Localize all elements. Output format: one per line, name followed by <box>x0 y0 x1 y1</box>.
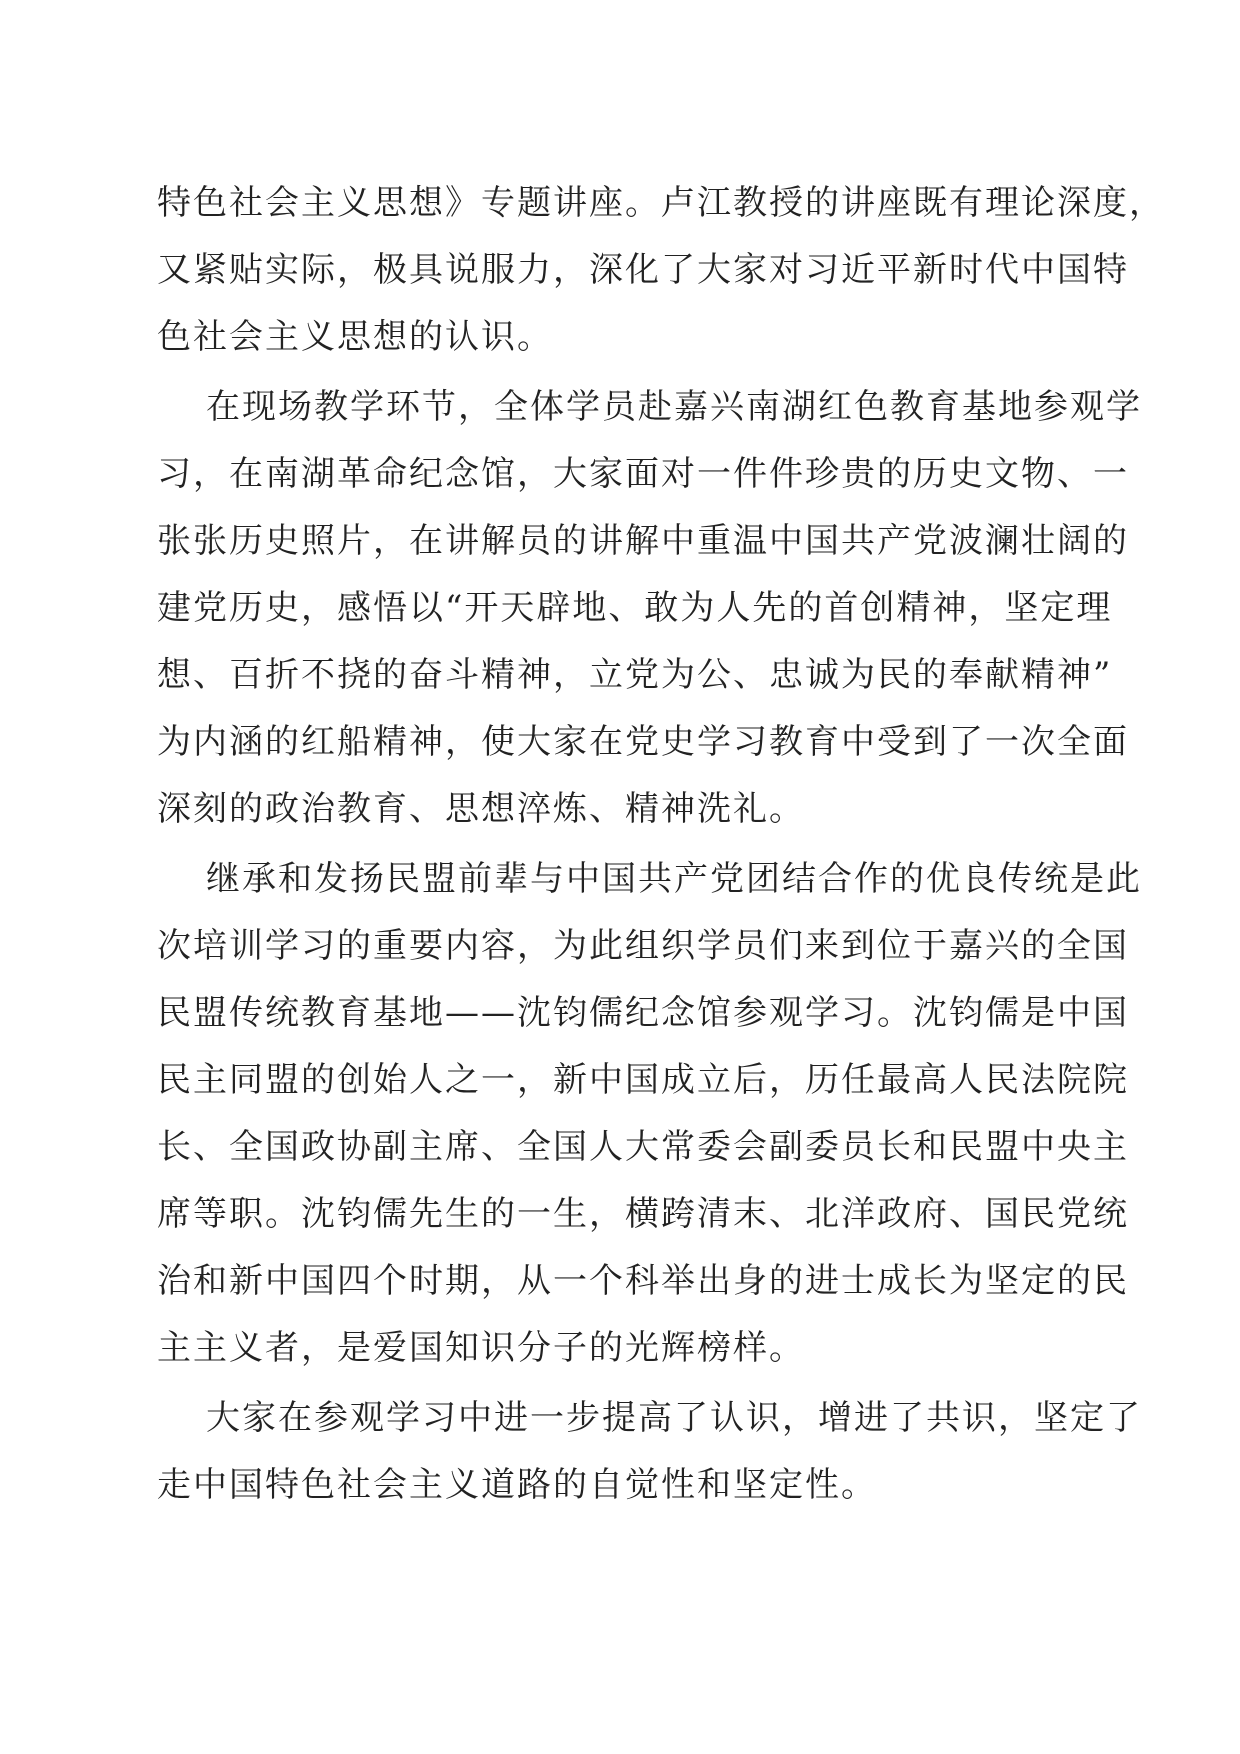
text-line: 色社会主义思想的认识。 <box>157 317 553 357</box>
text-line: 走中国特色社会主义道路的自觉性和坚定性。 <box>157 1465 877 1505</box>
text-line: 主主义者，是爱国知识分子的光辉榜样。 <box>157 1328 805 1368</box>
text-line: 大家在参观学习中进一步提高了认识，增进了共识，坚定了 <box>206 1398 1142 1438</box>
text-line: 继承和发扬民盟前辈与中国共产党团结合作的优良传统是此 <box>206 859 1142 899</box>
paragraph <box>157 170 1165 371</box>
text-line: 为内涵的红船精神，使大家在党史学习教育中受到了一次全面 <box>157 722 1129 762</box>
document-body <box>157 170 1165 1519</box>
text-line: 张张历史照片，在讲解员的讲解中重温中国共产党波澜壮阔的 <box>157 521 1129 561</box>
text-line: 长、全国政协副主席、全国人大常委会副委员长和民盟中央主 <box>157 1127 1129 1167</box>
paragraph <box>157 1385 1142 1519</box>
text-line: 在现场教学环节，全体学员赴嘉兴南湖红色教育基地参观学 <box>206 387 1142 427</box>
text-line: 深刻的政治教育、思想淬炼、精神洗礼。 <box>157 789 805 829</box>
text-line: 席等职。沈钧儒先生的一生，横跨清末、北洋政府、国民党统 <box>157 1194 1129 1234</box>
paragraph <box>157 374 1142 843</box>
text-line: 民主同盟的创始人之一，新中国成立后，历任最高人民法院院 <box>157 1060 1129 1100</box>
text-line: 又紧贴实际，极具说服力，深化了大家对习近平新时代中国特 <box>157 250 1129 290</box>
text-line: 治和新中国四个时期，从一个科举出身的进士成长为坚定的民 <box>157 1261 1129 1301</box>
paragraph <box>157 846 1142 1382</box>
text-line: 习，在南湖革命纪念馆，大家面对一件件珍贵的历史文物、一 <box>157 454 1129 494</box>
text-line: 建党历史，感悟以“开天辟地、敢为人先的首创精神，坚定理 <box>157 588 1113 628</box>
text-line: 想、百折不挠的奋斗精神，立党为公、忠诚为民的奉献精神” <box>157 655 1113 695</box>
text-line: 特色社会主义思想》专题讲座。卢江教授的讲座既有理论深度， <box>157 183 1165 223</box>
text-line: 民盟传统教育基地——沈钧儒纪念馆参观学习。沈钧儒是中国 <box>157 993 1129 1033</box>
text-line: 次培训学习的重要内容，为此组织学员们来到位于嘉兴的全国 <box>157 926 1129 966</box>
